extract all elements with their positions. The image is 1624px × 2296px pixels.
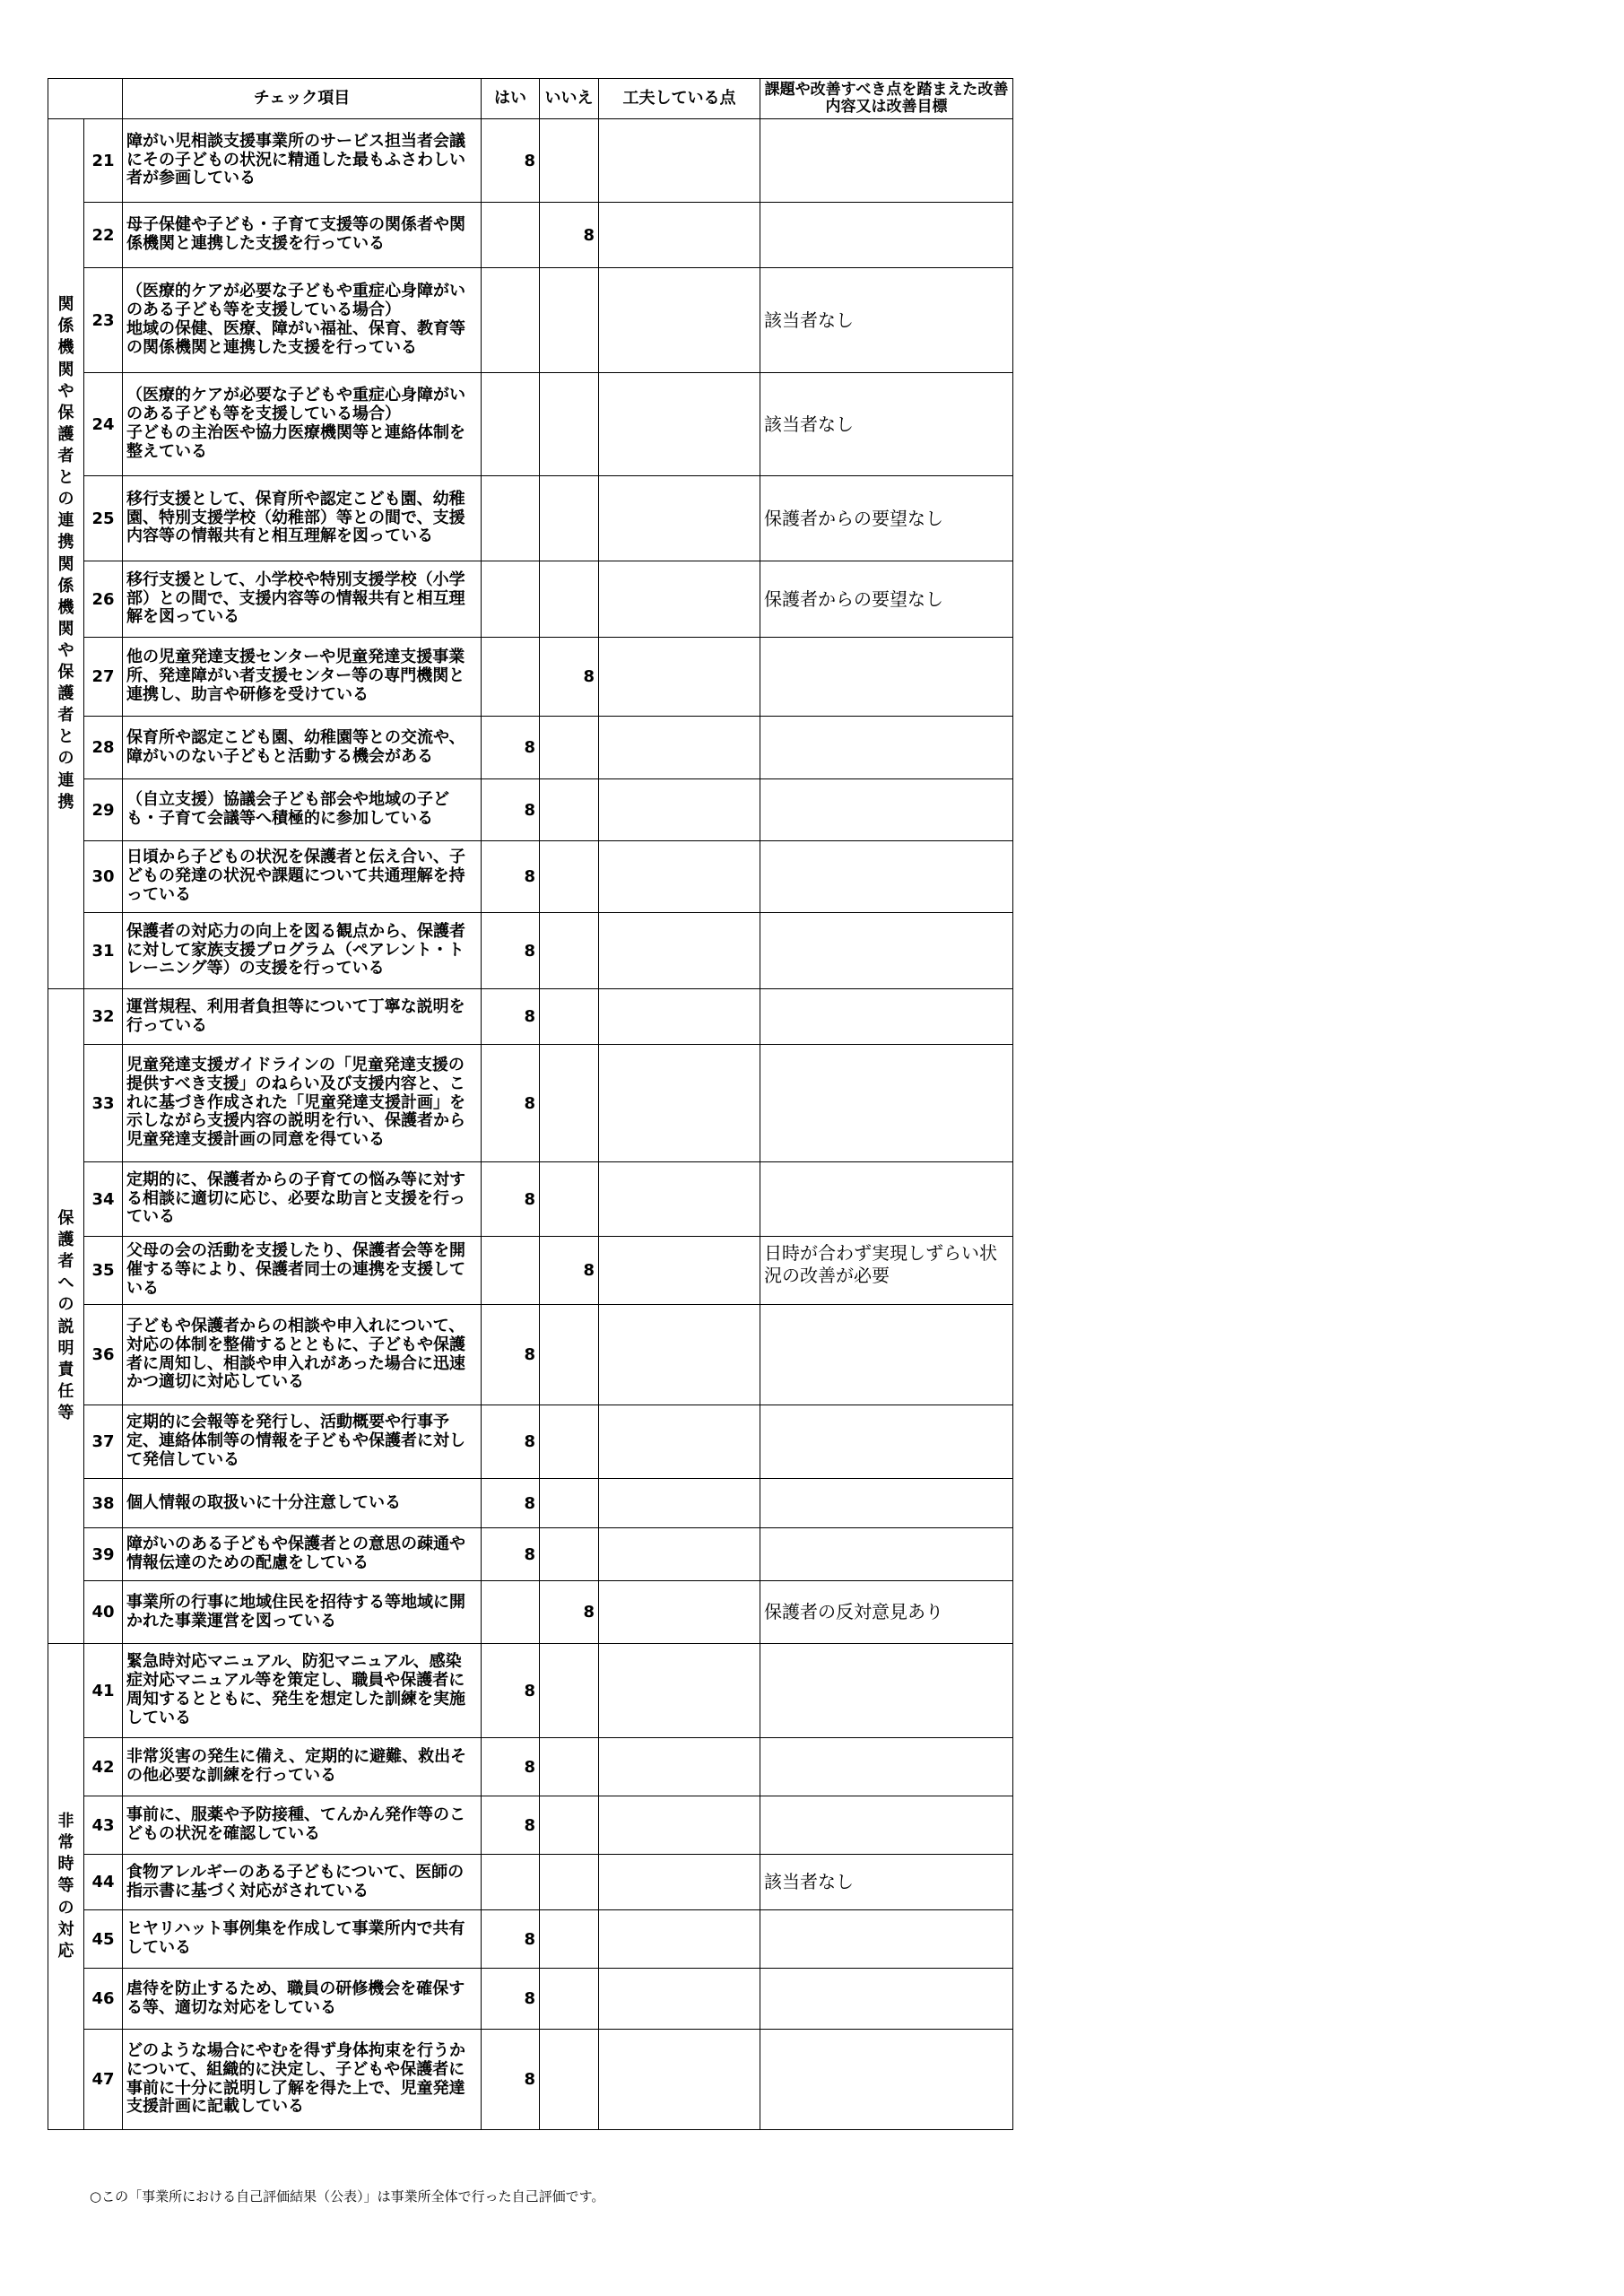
yes-count: 8 — [482, 1738, 540, 1796]
check-item-text: ヒヤリハット事例集を作成して事業所内で共有している — [123, 1910, 482, 1969]
ingenuity-cell — [599, 1528, 760, 1581]
no-count — [540, 1528, 599, 1581]
yes-count: 8 — [482, 989, 540, 1045]
item-number: 40 — [84, 1581, 123, 1644]
improvement-cell: 保護者からの要望なし — [760, 561, 1013, 638]
no-count — [540, 1644, 599, 1738]
improvement-cell — [760, 779, 1013, 841]
yes-count — [482, 373, 540, 476]
check-item-text: 定期的に会報等を発行し、活動概要や行事予定、連絡体制等の情報を子どもや保護者に対して発信している — [123, 1405, 482, 1479]
ingenuity-cell — [599, 1910, 760, 1969]
table-row — [48, 989, 1013, 1045]
ingenuity-cell — [599, 1581, 760, 1644]
item-number: 27 — [84, 638, 123, 717]
yes-count: 8 — [482, 913, 540, 989]
ingenuity-cell — [599, 1237, 760, 1305]
yes-count: 8 — [482, 1910, 540, 1969]
no-count — [540, 989, 599, 1045]
no-count — [540, 561, 599, 638]
header-no: いいえ — [540, 79, 599, 119]
category-cell — [48, 1644, 84, 2130]
item-number: 21 — [84, 119, 123, 203]
yes-count: 8 — [482, 779, 540, 841]
table-row — [48, 2030, 1013, 2130]
table-row — [48, 1405, 1013, 1479]
item-number: 44 — [84, 1855, 123, 1910]
ingenuity-cell — [599, 268, 760, 373]
no-count — [540, 2030, 599, 2130]
no-count — [540, 476, 599, 561]
improvement-cell — [760, 913, 1013, 989]
no-count: 8 — [540, 1237, 599, 1305]
item-number: 46 — [84, 1969, 123, 2030]
item-number: 28 — [84, 717, 123, 779]
table-row — [48, 779, 1013, 841]
improvement-cell — [760, 2030, 1013, 2130]
table-row — [48, 1910, 1013, 1969]
check-item-text: 緊急時対応マニュアル、防犯マニュアル、感染症対応マニュアル等を策定し、職員や保護者に周知するとともに、発生を想定した訓練を実施している — [123, 1644, 482, 1738]
improvement-cell — [760, 841, 1013, 913]
table-row — [48, 1162, 1013, 1237]
item-number: 37 — [84, 1405, 123, 1479]
ingenuity-cell — [599, 1045, 760, 1162]
table-row — [48, 1237, 1013, 1305]
check-item-text: （医療的ケアが必要な子どもや重症心身障がいのある子ども等を支援している場合） 地域の保健、医療、障がい福祉、保育、教育等の関係機関と連携した支援を行っている — [123, 268, 482, 373]
yes-count — [482, 476, 540, 561]
yes-count — [482, 561, 540, 638]
improvement-cell — [760, 1644, 1013, 1738]
check-item-text: （自立支援）協議会子ども部会や地域の子ども・子育て会議等へ積極的に参加している — [123, 779, 482, 841]
table-row — [48, 913, 1013, 989]
ingenuity-cell — [599, 1644, 760, 1738]
no-count — [540, 1855, 599, 1910]
no-count — [540, 1910, 599, 1969]
improvement-cell: 該当者なし — [760, 268, 1013, 373]
ingenuity-cell — [599, 119, 760, 203]
no-count — [540, 1796, 599, 1855]
ingenuity-cell — [599, 373, 760, 476]
no-count — [540, 1405, 599, 1479]
improvement-cell — [760, 1479, 1013, 1528]
check-item-text: 非常災害の発生に備え、定期的に避難、救出その他必要な訓練を行っている — [123, 1738, 482, 1796]
table-row — [48, 1528, 1013, 1581]
item-number: 22 — [84, 203, 123, 268]
no-count — [540, 1969, 599, 2030]
item-number: 31 — [84, 913, 123, 989]
table-header-row — [48, 79, 1013, 119]
table-row — [48, 1479, 1013, 1528]
improvement-cell — [760, 638, 1013, 717]
ingenuity-cell — [599, 203, 760, 268]
check-item-text: 運営規程、利用者負担等について丁寧な説明を行っている — [123, 989, 482, 1045]
yes-count — [482, 1581, 540, 1644]
table-row — [48, 1045, 1013, 1162]
table-row — [48, 561, 1013, 638]
check-item-text: 保育所や認定こども園、幼稚園等との交流や、障がいのない子どもと活動する機会がある — [123, 717, 482, 779]
improvement-cell: 該当者なし — [760, 373, 1013, 476]
no-count — [540, 717, 599, 779]
yes-count: 8 — [482, 717, 540, 779]
improvement-cell: 保護者の反対意見あり — [760, 1581, 1013, 1644]
no-count: 8 — [540, 1581, 599, 1644]
ingenuity-cell — [599, 989, 760, 1045]
check-item-text: 日頃から子どもの状況を保護者と伝え合い、子どもの発達の状況や課題について共通理解を持っている — [123, 841, 482, 913]
footnote: ○この「事業所における自己評価結果（公表）」は事業所全体で行った自己評価です。 — [90, 2188, 605, 2205]
check-item-text: 母子保健や子ども・子育て支援等の関係者や関係機関と連携した支援を行っている — [123, 203, 482, 268]
check-item-text: 虐待を防止するため、職員の研修機会を確保する等、適切な対応をしている — [123, 1969, 482, 2030]
table-row — [48, 1644, 1013, 1738]
category-label: 保護者への説明責任等 — [57, 1208, 74, 1422]
yes-count: 8 — [482, 1045, 540, 1162]
check-item-text: 定期的に、保護者からの子育ての悩み等に対する相談に適切に応じ、必要な助言と支援を行っている — [123, 1162, 482, 1237]
check-item-text: 児童発達支援ガイドラインの「児童発達支援の提供すべき支援」のねらい及び支援内容と、これに基づき作成された「児童発達支援計画」を示しながら支援内容の説明を行い、保護者から児童発達支援計画の同意を得ている — [123, 1045, 482, 1162]
check-item-text: （医療的ケアが必要な子どもや重症心身障がいのある子ども等を支援している場合） 子どもの主治医や協力医療機関等と連絡体制を整えている — [123, 373, 482, 476]
improvement-cell — [760, 1305, 1013, 1405]
check-item-text: 保護者の対応力の向上を図る観点から、保護者に対して家族支援プログラム（ペアレント・トレーニング等）の支援を行っている — [123, 913, 482, 989]
yes-count: 8 — [482, 1969, 540, 2030]
no-count — [540, 1738, 599, 1796]
no-count — [540, 268, 599, 373]
improvement-cell — [760, 1910, 1013, 1969]
table-body — [48, 119, 1013, 2130]
check-item-text: 事業所の行事に地域住民を招待する等地域に開かれた事業運営を図っている — [123, 1581, 482, 1644]
table-row — [48, 638, 1013, 717]
ingenuity-cell — [599, 1479, 760, 1528]
table-row — [48, 717, 1013, 779]
table-row — [48, 1796, 1013, 1855]
no-count — [540, 373, 599, 476]
check-item-text: 移行支援として、保育所や認定こども園、幼稚園、特別支援学校（幼稚部）等との間で、支援内容等の情報共有と相互理解を図っている — [123, 476, 482, 561]
improvement-cell — [760, 1796, 1013, 1855]
no-count — [540, 779, 599, 841]
check-item-text: 子どもや保護者からの相談や申入れについて、対応の体制を整備するとともに、子どもや保護者に周知し、相談や申入れがあった場合に迅速かつ適切に対応している — [123, 1305, 482, 1405]
no-count — [540, 841, 599, 913]
table-row — [48, 203, 1013, 268]
category-label: 関係機関や保護者との連携関係機関や保護者との連携 — [57, 295, 74, 812]
check-item-text: 食物アレルギーのある子どもについて、医師の指示書に基づく対応がされている — [123, 1855, 482, 1910]
header-improvement: 課題や改善すべき点を踏まえた改善内容又は改善目標 — [760, 79, 1013, 119]
item-number: 34 — [84, 1162, 123, 1237]
item-number: 42 — [84, 1738, 123, 1796]
improvement-cell — [760, 1528, 1013, 1581]
header-yes: はい — [482, 79, 540, 119]
table-row — [48, 1305, 1013, 1405]
yes-count: 8 — [482, 119, 540, 203]
category-cell — [48, 119, 84, 989]
yes-count — [482, 203, 540, 268]
improvement-cell: 日時が合わず実現しずらい状況の改善が必要 — [760, 1237, 1013, 1305]
improvement-cell — [760, 119, 1013, 203]
item-number: 29 — [84, 779, 123, 841]
table-row — [48, 1738, 1013, 1796]
item-number: 23 — [84, 268, 123, 373]
yes-count — [482, 1855, 540, 1910]
item-number: 39 — [84, 1528, 123, 1581]
no-count — [540, 1045, 599, 1162]
item-number: 43 — [84, 1796, 123, 1855]
table-row — [48, 1855, 1013, 1910]
item-number: 33 — [84, 1045, 123, 1162]
ingenuity-cell — [599, 1405, 760, 1479]
ingenuity-cell — [599, 1855, 760, 1910]
ingenuity-cell — [599, 561, 760, 638]
improvement-cell — [760, 1045, 1013, 1162]
yes-count — [482, 1237, 540, 1305]
no-count — [540, 913, 599, 989]
item-number: 30 — [84, 841, 123, 913]
table-row — [48, 476, 1013, 561]
improvement-cell — [760, 1738, 1013, 1796]
yes-count — [482, 268, 540, 373]
yes-count: 8 — [482, 1528, 540, 1581]
no-count — [540, 1479, 599, 1528]
item-number: 26 — [84, 561, 123, 638]
header-blank-cell — [48, 79, 123, 119]
ingenuity-cell — [599, 1796, 760, 1855]
table-row — [48, 268, 1013, 373]
category-cell — [48, 989, 84, 1644]
yes-count: 8 — [482, 1305, 540, 1405]
improvement-cell — [760, 1162, 1013, 1237]
item-number: 41 — [84, 1644, 123, 1738]
improvement-cell — [760, 1405, 1013, 1479]
ingenuity-cell — [599, 913, 760, 989]
yes-count: 8 — [482, 1796, 540, 1855]
check-item-text: どのような場合にやむを得ず身体拘束を行うかについて、組織的に決定し、子どもや保護者に事前に十分に説明し了解を得た上で、児童発達支援計画に記載している — [123, 2030, 482, 2130]
item-number: 36 — [84, 1305, 123, 1405]
ingenuity-cell — [599, 638, 760, 717]
yes-count: 8 — [482, 1479, 540, 1528]
table-row — [48, 841, 1013, 913]
yes-count: 8 — [482, 1162, 540, 1237]
ingenuity-cell — [599, 1969, 760, 2030]
ingenuity-cell — [599, 841, 760, 913]
check-item-text: 父母の会の活動を支援したり、保護者会等を開催する等により、保護者同士の連携を支援している — [123, 1237, 482, 1305]
yes-count: 8 — [482, 2030, 540, 2130]
check-item-text: 事前に、服薬や予防接種、てんかん発作等のこどもの状況を確認している — [123, 1796, 482, 1855]
improvement-cell: 該当者なし — [760, 1855, 1013, 1910]
ingenuity-cell — [599, 1162, 760, 1237]
table-row — [48, 1581, 1013, 1644]
ingenuity-cell — [599, 1738, 760, 1796]
improvement-cell — [760, 1969, 1013, 2030]
table-row — [48, 119, 1013, 203]
table-row — [48, 1969, 1013, 2030]
item-number: 32 — [84, 989, 123, 1045]
improvement-cell — [760, 203, 1013, 268]
check-item-text: 障がいのある子どもや保護者との意思の疎通や情報伝達のための配慮をしている — [123, 1528, 482, 1581]
yes-count — [482, 638, 540, 717]
header-check-item: チェック項目 — [123, 79, 482, 119]
check-item-text: 他の児童発達支援センターや児童発達支援事業所、発達障がい者支援センター等の専門機関と連携し、助言や研修を受けている — [123, 638, 482, 717]
item-number: 25 — [84, 476, 123, 561]
check-item-text: 障がい児相談支援事業所のサービス担当者会議にその子どもの状況に精通した最もふさわしい者が参画している — [123, 119, 482, 203]
improvement-cell — [760, 717, 1013, 779]
self-evaluation-table — [48, 78, 1013, 2130]
check-item-text: 個人情報の取扱いに十分注意している — [123, 1479, 482, 1528]
improvement-cell: 保護者からの要望なし — [760, 476, 1013, 561]
ingenuity-cell — [599, 779, 760, 841]
ingenuity-cell — [599, 1305, 760, 1405]
yes-count: 8 — [482, 1405, 540, 1479]
item-number: 47 — [84, 2030, 123, 2130]
check-item-text: 移行支援として、小学校や特別支援学校（小学部）との間で、支援内容等の情報共有と相互理解を図っている — [123, 561, 482, 638]
header-ingenuity: 工夫している点 — [599, 79, 760, 119]
category-label: 非常時等の対応 — [57, 1812, 74, 1961]
no-count — [540, 1305, 599, 1405]
ingenuity-cell — [599, 717, 760, 779]
yes-count: 8 — [482, 841, 540, 913]
improvement-cell — [760, 989, 1013, 1045]
item-number: 45 — [84, 1910, 123, 1969]
item-number: 38 — [84, 1479, 123, 1528]
ingenuity-cell — [599, 2030, 760, 2130]
item-number: 24 — [84, 373, 123, 476]
no-count — [540, 119, 599, 203]
yes-count: 8 — [482, 1644, 540, 1738]
no-count: 8 — [540, 638, 599, 717]
no-count — [540, 1162, 599, 1237]
no-count: 8 — [540, 203, 599, 268]
item-number: 35 — [84, 1237, 123, 1305]
ingenuity-cell — [599, 476, 760, 561]
table-row — [48, 373, 1013, 476]
